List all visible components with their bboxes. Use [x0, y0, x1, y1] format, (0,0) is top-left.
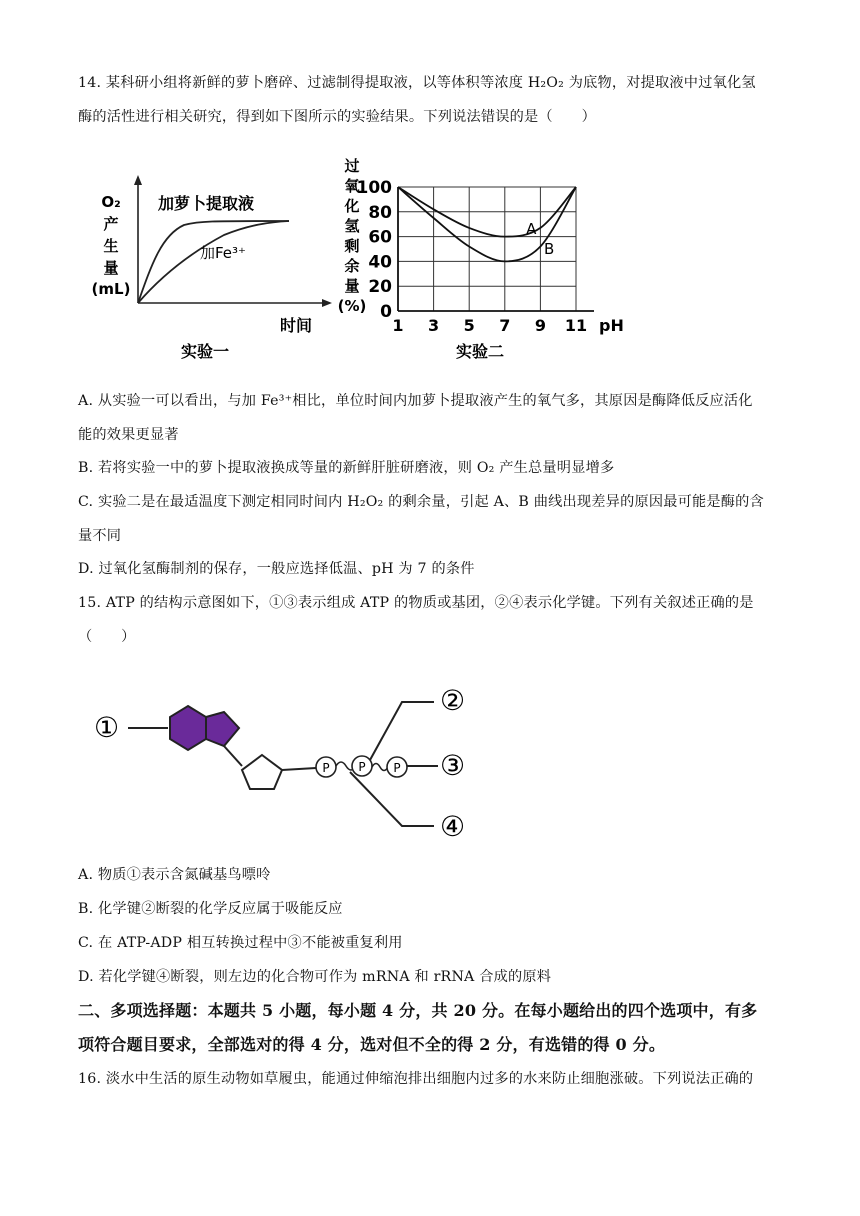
experiment-one-chart	[84, 155, 334, 365]
leader-four	[350, 772, 434, 826]
atp-structure-diagram	[92, 680, 492, 840]
q15-option-a: A. 物质①表示含氮碱基鸟嘌呤	[78, 867, 271, 883]
exp2-y-tick-label: 0	[380, 302, 392, 322]
q15-stem-line-1: 15. ATP 的结构示意图如下，①③表示组成 ATP 的物质或基团，②④表示化学键。下列有关叙述正确的是	[78, 595, 754, 611]
exp1-curve-fe	[138, 221, 289, 303]
exp2-x-tick-label: 1	[392, 316, 404, 335]
bond-wavy-2	[372, 764, 388, 771]
q14-option-a-line-1: A. 从实验一可以看出，与加 Fe³⁺相比，单位时间内加萝卜提取液产生的氧气多，其原因是酶降低反应活化	[78, 393, 753, 409]
exp2-x-tick-label: 3	[428, 316, 440, 335]
q15-option-b: B. 化学键②断裂的化学反应属于吸能反应	[78, 901, 343, 917]
exp2-y-tick-label: 40	[368, 252, 392, 273]
exp2-ylabel-char: 剩	[344, 237, 360, 255]
exp1-curve-extract	[138, 221, 289, 303]
label-one: ①	[94, 711, 120, 744]
leader-two	[370, 702, 434, 760]
exp2-ylabel-char: 过	[344, 157, 360, 175]
exp2-x-tick-label: 7	[499, 316, 511, 335]
section-two-heading-line-2: 项符合题目要求，全部选对的得 4 分，选对但不全的得 2 分，有选错的得 0 分。	[78, 1035, 666, 1054]
q15-option-c: C. 在 ATP-ADP 相互转换过程中③不能被重复利用	[78, 935, 403, 951]
exp2-x-tick-label: 5	[463, 316, 475, 335]
label-two: ②	[440, 684, 466, 717]
purine-hexagon	[170, 706, 206, 750]
q14-stem-line-2: 酶的活性进行相关研究，得到如下图所示的实验结果。下列说法错误的是（ ）	[78, 109, 596, 125]
label-three: ③	[440, 749, 466, 782]
sugar-phosphate-line	[282, 768, 316, 770]
exp2-series-a-label: A	[526, 219, 537, 238]
exp1-ylabel	[92, 193, 131, 298]
exp2-y-tick-label: 60	[368, 227, 392, 248]
q14-option-c-line-2: 量不同	[78, 528, 122, 544]
exp1-ylabel-char: 生	[103, 237, 119, 255]
exp2-xlabel: pH	[599, 316, 624, 335]
phosphate-beta-label: P	[358, 760, 366, 774]
exp2-ylabel-char: 量	[344, 277, 360, 295]
exp2-ylabel-char: 余	[344, 257, 360, 275]
exp2-y-tick-label: 20	[368, 277, 392, 298]
q14-option-c-line-1: C. 实验二是在最适温度下测定相同时间内 H₂O₂ 的剩余量，引起 A、B 曲线出现差异的原因最可能是酶的含	[78, 494, 764, 510]
exp2-series-b-label: B	[543, 239, 555, 258]
exp2-x-tick-label: 9	[534, 316, 546, 335]
q16-stem-line-1: 16. 淡水中生活的原生动物如草履虫，能通过伸缩泡排出细胞内过多的水来防止细胞涨破。下列说法正确的	[78, 1071, 754, 1087]
exp1-ylabel-char: O₂	[101, 193, 121, 211]
exp1-xlabel: 时间	[280, 316, 313, 335]
ribose-pentagon	[242, 755, 282, 789]
q14-stem-line-1: 14. 某科研小组将新鲜的萝卜磨碎、过滤制得提取液，以等体积等浓度 H₂O₂ 为底物，对提取液中过氧化氢	[78, 75, 756, 91]
q15-option-d: D. 若化学键④断裂，则左边的化合物可作为 mRNA 和 rRNA 合成的原料	[78, 969, 552, 985]
exp2-caption: 实验二	[456, 342, 505, 361]
exp1-ylabel-char: 产	[103, 215, 119, 233]
exp1-label-fe: 加Fe³⁺	[200, 244, 246, 262]
section-two-heading-line-1: 二、多项选择题：本题共 5 小题，每小题 4 分，共 20 分。在每小题给出的四个选项中，有多	[78, 1001, 758, 1020]
exp2-ylabel-char: (%)	[337, 297, 367, 315]
phosphate-alpha-label: P	[322, 761, 330, 775]
q14-option-d: D. 过氧化氢酶制剂的保存，一般应选择低温、pH 为 7 的条件	[78, 561, 475, 577]
exp2-x-tick-label: 11	[564, 316, 588, 335]
exp2-plot-area	[357, 178, 595, 335]
q14-option-a-line-2: 能的效果更显著	[78, 427, 179, 443]
exp2-ylabel-char: 氧	[344, 177, 360, 195]
label-four: ④	[440, 810, 466, 840]
base-sugar-bond	[224, 746, 242, 766]
exp1-ylabel-char: (mL)	[91, 280, 131, 298]
exp2-y-tick-label: 100	[356, 178, 392, 198]
experiment-two-chart	[336, 155, 636, 365]
exp2-ylabel-char: 氢	[344, 217, 360, 235]
exp2-ylabel-char: 化	[344, 197, 360, 215]
q15-stem-line-2: （ ）	[78, 629, 136, 645]
purine-pentagon	[206, 712, 239, 746]
q14-option-b: B. 若将实验一中的萝卜提取液换成等量的新鲜肝脏研磨液，则 O₂ 产生总量明显增多	[78, 460, 615, 476]
exp1-x-arrow	[322, 299, 332, 307]
exp1-ylabel-char: 量	[103, 259, 119, 277]
phosphate-gamma-label: P	[393, 761, 401, 775]
exp1-label-extract: 加萝卜提取液	[158, 194, 255, 213]
exp2-y-tick-label: 80	[368, 202, 392, 223]
exp1-caption: 实验一	[181, 342, 230, 361]
exp1-y-arrow	[134, 175, 142, 185]
